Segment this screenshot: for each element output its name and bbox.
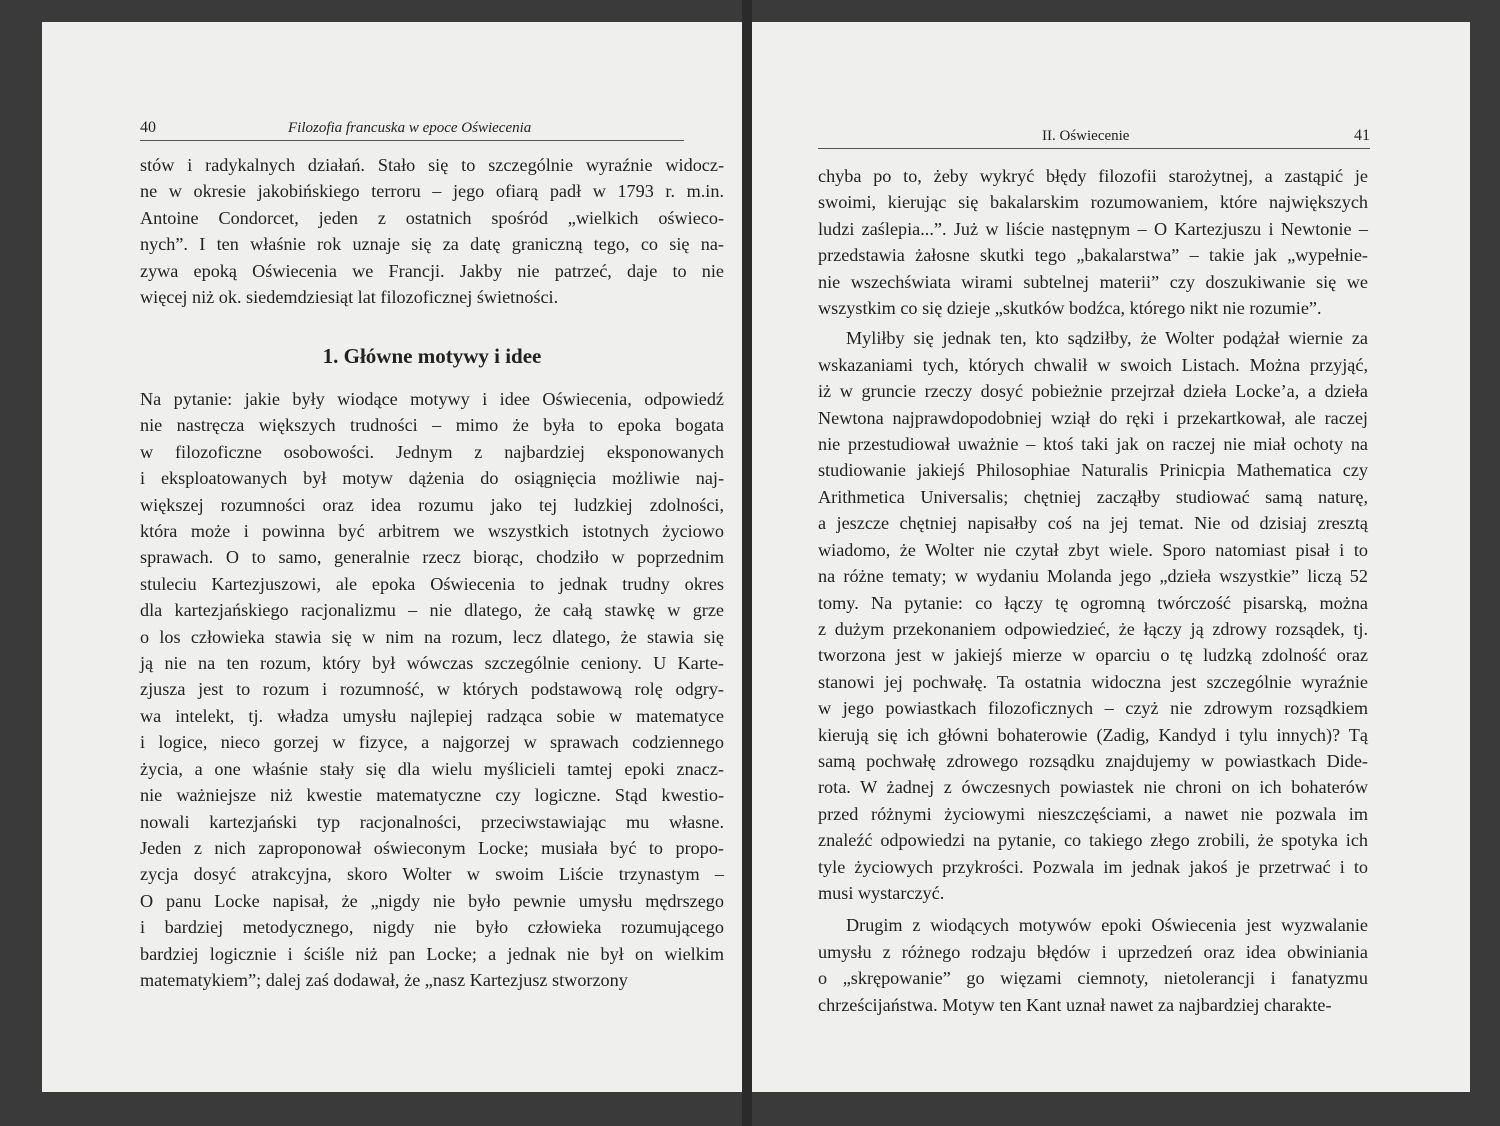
text-line: i eksploatowanych był motyw dążenia do osiągnięcia możliwie naj- bbox=[140, 468, 724, 489]
text-line: nych”. I ten właśnie rok uznaje się za datę graniczną tego, co się na- bbox=[140, 234, 724, 255]
text-line: Myliłby się jednak ten, kto sądziłby, że Wolter podążał wiernie za bbox=[846, 328, 1368, 349]
running-title: II. Oświecenie bbox=[1042, 128, 1130, 144]
text-line: Drugim z wiodących motywów epoki Oświecenia jest wyzwalanie bbox=[846, 915, 1368, 936]
text-line: Jeden z nich zaproponował oświeconym Locke; musiała być to propo- bbox=[140, 837, 724, 858]
text-line: umysłu z różnego rodzaju błędów i uprzedzeń oraz idea obwiniania bbox=[818, 941, 1368, 962]
section-heading: 1. Główne motywy i idee bbox=[322, 344, 542, 368]
text-line: znaleźć odpowiedzi na pytanie, co takiego złego zrobili, że spotyka ich bbox=[818, 830, 1368, 851]
section-paragraph bbox=[140, 386, 724, 993]
text-line: o „skrępowanie” go więzami ciemnoty, nietolerancji i fanatyzmu bbox=[818, 968, 1368, 989]
intro-paragraph bbox=[140, 152, 724, 310]
text-line: i logice, nieco gorzej w fizyce, a najgorzej w sprawach codziennego bbox=[140, 732, 724, 753]
text-line: zycja dosyć atrakcyjna, skoro Wolter w swoim Liście trzynastym – bbox=[140, 864, 724, 885]
text-line: musi wystarczyć. bbox=[818, 882, 945, 903]
text-line: swoimi, kierując się bakalarskim rozumowaniem, które największych bbox=[818, 192, 1368, 213]
text-line: O panu Locke napisał, że „nigdy nie było pewnie umysłu mędrszego bbox=[140, 890, 724, 911]
text-line: życia, a one właśnie stały się dla wielu myślicieli tamtej epoki znacz- bbox=[140, 758, 724, 779]
text-line: zjusza jest to rozum i rozumność, w których podstawową rolę odgry- bbox=[140, 679, 724, 700]
text-line: nie nastręcza większych trudności – mimo że była to epoka bogata bbox=[140, 415, 724, 436]
text-line: tworzona jest w jakiejś mierze w oparciu o tę ludzką zdolność oraz bbox=[818, 645, 1368, 666]
text-line: z dużym przekonaniem odpowiedzieć, że łączy ją zdrowy rozsądek, tj. bbox=[818, 618, 1368, 639]
text-line: tomy. Na pytanie: co łączy tę ogromną twórczość pisarską, można bbox=[818, 592, 1368, 613]
text-line: na różne tematy; w wydaniu Molanda jego „dzieła wszystkie” liczą 52 bbox=[818, 566, 1368, 587]
text-line: tyle życiowych przykrości. Pozwala im jednak jakoś je przetrwać i to bbox=[818, 856, 1368, 877]
text-line: która może i powinna być arbitrem we wszystkich istotnych życiowo bbox=[140, 521, 724, 542]
page-number: 40 bbox=[140, 119, 156, 136]
text-line: wskazaniami tych, których chwalił w swoich Listach. Można przyjąć, bbox=[818, 354, 1368, 375]
text-line: w jego powiastkach filozoficznych – czyż nie zdrowym rozsądkiem bbox=[818, 698, 1368, 719]
text-line: samą pochwałę zdrowego rozsądku znajdujemy w powiastkach Dide- bbox=[818, 750, 1368, 771]
left-page bbox=[42, 22, 742, 1092]
text-line: Antoine Condorcet, jeden z ostatnich spośród „wielkich oświeco- bbox=[140, 207, 724, 228]
text-line: w filozoficzne osobowości. Jednym z najbardziej eksponowanych bbox=[140, 441, 724, 462]
text-line: chyba po to, żeby wykryć błędy filozofii starożytnej, a zastąpić je bbox=[818, 166, 1368, 186]
text-line: nie przestudiował uważnie – ktoś taki jak on raczej nie miał ochoty na bbox=[818, 434, 1368, 455]
text-line: o los człowieka stawia się w nim na rozum, lecz dlatego, że stawia się bbox=[140, 626, 724, 647]
text-line: ludzi zaślepia...”. Już w liście następnym – O Kartezjuszu i Newtonie – bbox=[818, 218, 1368, 239]
text-line: przed różnymi życiowymi nieszczęściami, a nawet nie pozwala im bbox=[818, 803, 1368, 824]
text-line: matematykiem”; dalej zaś dodawał, że „nasz Kartezjusz stworzony bbox=[140, 969, 628, 990]
text-line: większej rozumności oraz idea rozumu jako tej ludzkiej zdolności, bbox=[140, 494, 724, 515]
text-line: nie ważniejsze niż kwestie matematyczne czy logiczne. Stąd kwestio- bbox=[140, 785, 724, 806]
text-line: Newtona najprawdopodobniej wziął do ręki i przekartkował, ale raczej bbox=[818, 407, 1368, 428]
right-body-text bbox=[818, 163, 1368, 1018]
text-line: kierują się ich główni bohaterowie (Zadig, Kandyd i tylu innych)? Tą bbox=[818, 724, 1368, 745]
text-line: Na pytanie: jakie były wiodące motywy i idee Oświecenia, odpowiedź bbox=[140, 389, 724, 409]
text-line: nowali kartezjański typ racjonalności, przeciwstawiając mu własne. bbox=[140, 811, 724, 832]
running-header bbox=[818, 122, 1370, 149]
text-line: ne w okresie jakobińskiego terroru – jego ofiarą padł w 1793 r. m.in. bbox=[140, 181, 724, 202]
right-page bbox=[752, 22, 1470, 1092]
text-line: bardziej logicznie i ściśle niż pan Locke; a jednak nie był on wielkim bbox=[140, 943, 724, 964]
text-line: stanowi jej pochwałę. Ta ostatnia widoczna jest szczególnie wyraźnie bbox=[818, 671, 1368, 692]
text-line: iż w gruncie rzeczy dosyć pobieżnie przejrzał dzieła Locke’a, a dzieła bbox=[818, 381, 1368, 402]
text-line: Arithmetica Universalis; chętniej zacząłby studiować samą naturę, bbox=[818, 486, 1368, 507]
text-line: stów i radykalnych działań. Stało się to szczególnie wyraźnie widocz- bbox=[140, 155, 724, 175]
text-line: wszystkim co się dzieje „skutków bodźca, którego nikt nie rozumie”. bbox=[818, 298, 1322, 319]
text-line: stuleciu Kartezjuszowi, ale epoka Oświecenia to jednak trudny okres bbox=[140, 573, 724, 594]
running-title: Filozofia francuska w epoce Oświecenia bbox=[288, 120, 532, 136]
text-line: rota. W żadnej z ówczesnych powiastek nie chroni on ich bohaterów bbox=[818, 777, 1368, 798]
book-spine bbox=[742, 0, 752, 1126]
text-line: wa intelekt, tj. władza umysłu najlepiej radząca sobie w matematyce bbox=[140, 705, 724, 726]
text-line: ją nie na ten rozum, który był wówczas szczególnie ceniony. U Karte- bbox=[140, 653, 724, 674]
page-number: 41 bbox=[1354, 127, 1370, 144]
text-line: studiowanie jakiejś Philosophiae Naturalis Prinicpia Mathematica czy bbox=[818, 460, 1368, 481]
text-line: więcej niż ok. siedemdziesiąt lat filozoficznej świetności. bbox=[140, 287, 559, 308]
text-line: zywa epoką Oświecenia we Francji. Jakby nie patrzeć, daje to nie bbox=[140, 260, 724, 281]
text-line: przedstawia żałosne skutki tego „bakalarstwa” – takie jak „wypełnie- bbox=[818, 245, 1368, 266]
running-header bbox=[140, 114, 684, 141]
text-line: dla kartezjańskiego racjonalizmu – nie dlatego, że całą stawkę w grze bbox=[140, 600, 724, 621]
text-line: chrześcijaństwa. Motyw ten Kant uznał nawet za najbardziej charakte- bbox=[818, 994, 1332, 1015]
text-line: nie wszechświata wirami subtelnej materii” czy doszukiwanie się we bbox=[818, 271, 1368, 292]
text-line: a jeszcze chętniej napisałby coś na jej temat. Nie od dzisiaj zresztą bbox=[818, 513, 1368, 534]
text-line: sprawach. O to samo, generalnie rzecz biorąc, chodziło w poprzednim bbox=[140, 547, 724, 568]
text-line: wiadomo, że Wolter nie czytał zbyt wiele. Sporo natomiast pisał i to bbox=[818, 539, 1368, 560]
text-line: i bardziej metodycznego, nigdy nie było człowieka rozumującego bbox=[140, 917, 724, 938]
